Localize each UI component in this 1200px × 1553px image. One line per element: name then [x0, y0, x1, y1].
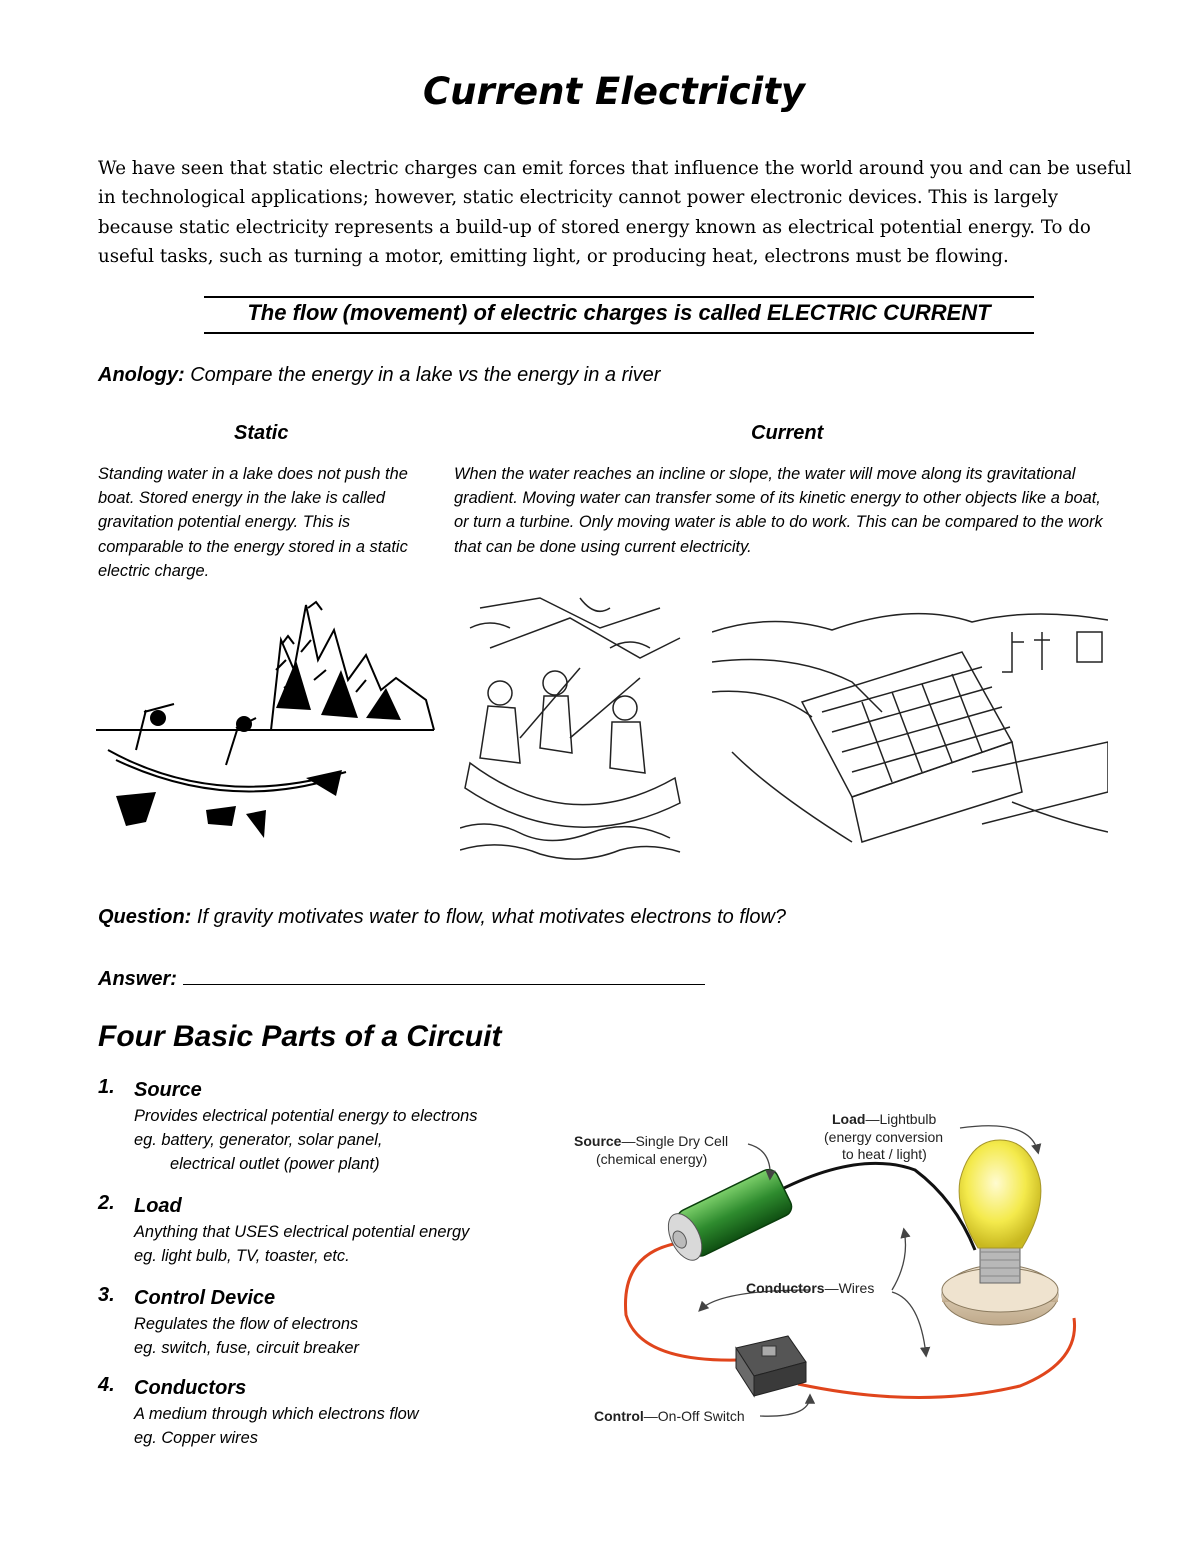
dry-cell-battery [662, 1166, 795, 1265]
current-description: When the water reaches an incline or slope, the water will move along its gravitational gradient. Moving water can transfer some of its kinetic energy to other objects like a boat, or turn a turbine. Only moving water is able to do work. This can be compared to the work that can be done using current electricity. [454, 465, 1103, 556]
control-label [594, 1408, 745, 1424]
banner-top-rule [204, 296, 1034, 298]
part-example: eg. battery, generator, solar panel, [134, 1131, 383, 1149]
control-label-rest: —On-Off Switch [643, 1408, 745, 1424]
analogy-text: Compare the energy in a lake vs the energy in a river [190, 364, 661, 386]
load-sublabel-1: (energy conversion [824, 1129, 944, 1145]
answer-line [98, 964, 705, 991]
part-example: eg. switch, fuse, circuit breaker [134, 1339, 360, 1357]
part-number: 3. [98, 1284, 115, 1306]
banner-bottom-rule [204, 332, 1034, 334]
part-example: eg. Copper wires [134, 1429, 258, 1447]
analogy-label: Anology: [98, 364, 185, 386]
circuit-diagram [560, 1100, 1100, 1440]
part-name: Load [134, 1195, 182, 1217]
load-sublabel-2: to heat / light) [842, 1146, 927, 1162]
lightbulb [942, 1140, 1058, 1325]
on-off-switch [736, 1336, 806, 1396]
river-rafting-illustration [460, 588, 686, 874]
part-control-device [98, 1284, 548, 1374]
question-line [98, 906, 786, 929]
static-heading: Static [234, 422, 289, 444]
part-description: A medium through which electrons flow [134, 1405, 419, 1423]
conductors-label [746, 1280, 874, 1296]
red-wire-left [625, 1242, 738, 1360]
part-number: 1. [98, 1076, 115, 1098]
conductors-label-bold: Conductors [746, 1280, 825, 1296]
control-label-bold: Control [594, 1408, 644, 1424]
part-number: 2. [98, 1192, 115, 1214]
hydroelectric-dam-illustration [712, 592, 1108, 864]
analogy-line [98, 364, 660, 387]
part-name: Control Device [134, 1287, 276, 1309]
conductors-label-rest: —Wires [824, 1280, 875, 1296]
part-description: Anything that USES electrical potential energy [134, 1223, 470, 1241]
part-conductors [98, 1374, 548, 1450]
load-label-bold: Load [832, 1111, 866, 1127]
parts-list [98, 1076, 548, 1450]
source-label-bold: Source [574, 1133, 622, 1149]
banner-statement: The flow (movement) of electric charges is called ELECTRIC CURRENT [247, 300, 991, 325]
part-load [98, 1192, 548, 1284]
black-wire [780, 1163, 975, 1250]
question-label: Question: [98, 906, 192, 928]
parts-heading: Four Basic Parts of a Circuit [98, 1020, 502, 1053]
question-text: If gravity motivates water to flow, what motivates electrons to flow? [196, 906, 787, 928]
part-example: eg. light bulb, TV, toaster, etc. [134, 1247, 350, 1265]
part-source [98, 1076, 548, 1192]
part-name: Source [134, 1079, 202, 1101]
answer-blank[interactable] [183, 964, 705, 985]
source-label [574, 1133, 728, 1149]
part-description: Provides electrical potential energy to electrons [134, 1107, 478, 1125]
current-heading: Current [751, 422, 824, 444]
red-wire-right [798, 1318, 1075, 1398]
load-label-rest: —Lightbulb [865, 1111, 937, 1127]
intro-paragraph: We have seen that static electric charges can emit forces that influence the world around you and can be useful in technological applications; however, static electricity cannot power electronic devices. This is largely because static electricity represents a build-up of stored energy known as electrical potential energy. To do useful tasks, such as turning a motor, emitting light, or producing heat, electrons must be flowing. [98, 158, 1132, 268]
part-number: 4. [98, 1374, 115, 1396]
part-example-continued: electrical outlet (power plant) [170, 1155, 380, 1173]
source-label-rest: —Single Dry Cell [621, 1133, 729, 1149]
source-sublabel: (chemical energy) [596, 1151, 708, 1167]
page-title: Current Electricity [422, 70, 805, 113]
canoe-on-lake-illustration [96, 600, 436, 848]
load-label [832, 1111, 936, 1127]
answer-label: Answer: [98, 968, 177, 990]
static-description: Standing water in a lake does not push the boat. Stored energy in the lake is called gravitation potential energy. This is comparable to the energy stored in a static electric charge. [98, 465, 408, 580]
part-name: Conductors [134, 1377, 247, 1399]
part-description: Regulates the flow of electrons [134, 1315, 359, 1333]
